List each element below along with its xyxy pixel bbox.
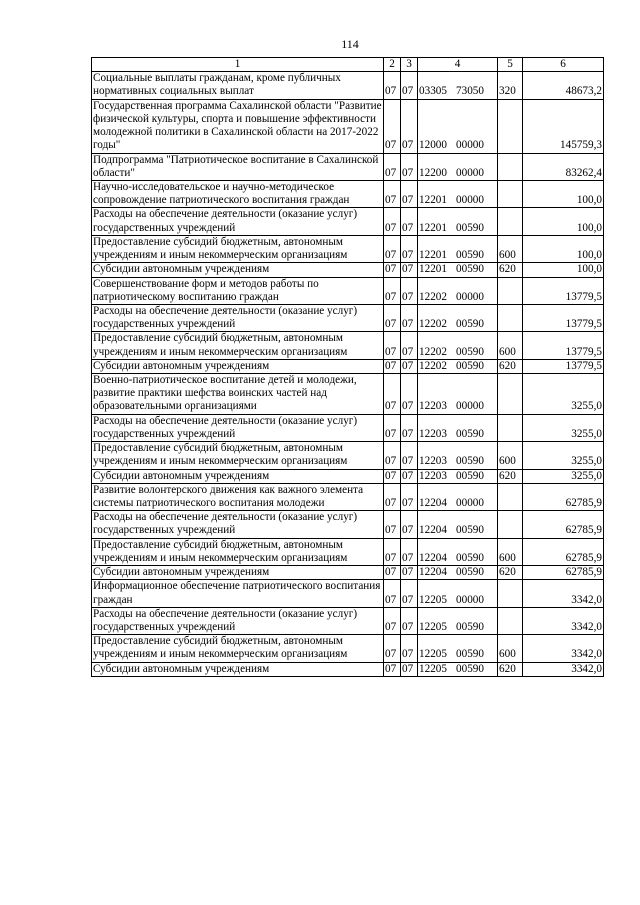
row-expense-kind [498,180,523,207]
target-code-program: 12202 [419,359,447,372]
target-code-direction: 00590 [456,359,484,372]
header-expense-kind: 5 [498,58,523,72]
row-section: 07 [384,662,401,676]
row-expense-kind [498,483,523,510]
row-target-code [418,263,498,277]
row-subsection: 07 [401,208,418,235]
row-target-code [418,635,498,662]
row-section: 07 [384,483,401,510]
row-amount: 62785,9 [523,538,604,565]
row-subsection: 07 [401,99,418,153]
target-code-direction: 73050 [456,85,484,98]
row-section: 07 [384,538,401,565]
target-code-program: 12205 [419,662,447,675]
header-target-code: 4 [418,58,498,72]
row-target-code [418,607,498,634]
row-section: 07 [384,235,401,262]
table-row [92,72,604,99]
row-section: 07 [384,511,401,538]
row-amount: 100,0 [523,263,604,277]
target-code-program: 12201 [419,221,447,234]
row-target-code [418,374,498,415]
target-code-program: 12202 [419,318,447,331]
table-row [92,332,604,359]
row-section: 07 [384,374,401,415]
table-row [92,566,604,580]
row-subsection: 07 [401,635,418,662]
row-subsection: 07 [401,442,418,469]
row-expense-kind: 600 [498,442,523,469]
header-section: 2 [384,58,401,72]
row-name: Научно-исследовательское и научно-методическое сопровождение патриотического воспитания граждан [92,180,384,207]
target-code-program: 12000 [419,139,447,152]
table-row [92,635,604,662]
row-section: 07 [384,359,401,373]
target-code-program: 12204 [419,497,447,509]
row-subsection: 07 [401,304,418,331]
row-name: Государственная программа Сахалинской области "Развитие физической культуры, спорта и повышение эффективности молодежной политики в Сахалинской области на 2017-2022 годы" [93,99,382,152]
row-name: Предоставление субсидий бюджетным, автономным учреждениям и иным некоммерческим организациям [92,635,384,662]
row-amount: 13779,5 [523,277,604,304]
row-target-code [418,511,498,538]
row-subsection: 07 [401,180,418,207]
row-expense-kind [498,511,523,538]
target-code-direction: 00590 [456,524,484,537]
target-code-direction: 00590 [456,620,484,633]
table-body [92,72,604,677]
row-amount: 48673,2 [523,72,604,99]
row-expense-kind: 600 [498,235,523,262]
row-subsection: 07 [401,153,418,180]
target-code-direction: 00590 [456,318,484,331]
target-code-program: 12201 [419,194,447,207]
table-row [92,580,604,607]
budget-table [91,57,604,677]
row-section: 07 [384,469,401,483]
row-section: 07 [384,332,401,359]
target-code-direction: 00000 [456,166,484,179]
row-amount: 62785,9 [523,566,604,580]
row-target-code [418,72,498,99]
row-target-code [418,566,498,580]
row-expense-kind [498,374,523,415]
row-subsection: 07 [401,580,418,607]
row-target-code [418,153,498,180]
row-amount: 83262,4 [523,153,604,180]
row-section: 07 [384,635,401,662]
row-amount: 3255,0 [523,374,604,415]
target-code-direction: 00000 [456,593,484,606]
target-code-program: 12205 [419,593,447,606]
row-expense-kind [498,304,523,331]
row-subsection: 07 [401,277,418,304]
row-name: Подпрограмма "Патриотическое воспитание в Сахалинской области" [92,153,384,180]
target-code-direction: 00000 [456,497,484,509]
row-subsection: 07 [401,483,418,510]
row-target-code [418,359,498,373]
target-code-program: 12203 [419,427,447,440]
target-code-program: 12202 [419,290,447,303]
row-section: 07 [384,180,401,207]
row-target-code [418,662,498,676]
row-name: Предоставление субсидий бюджетным, автономным учреждениям и иным некоммерческим организациям [92,442,384,469]
table-row [92,374,604,415]
row-expense-kind [498,99,523,153]
row-target-code [418,483,498,510]
row-subsection: 07 [401,511,418,538]
row-amount: 100,0 [523,235,604,262]
target-code-direction: 00590 [456,427,484,440]
row-target-code [418,99,498,153]
target-code-direction: 00590 [456,469,484,482]
row-name: Предоставление субсидий бюджетным, автономным учреждениям и иным некоммерческим организациям [92,235,384,262]
target-code-program: 12203 [419,455,447,468]
row-name: Совершенствование форм и методов работы по патриотическому воспитанию граждан [92,277,384,304]
target-code-direction: 00590 [456,221,484,234]
table-row [92,414,604,441]
table-row [92,469,604,483]
row-subsection: 07 [401,332,418,359]
row-target-code [418,277,498,304]
row-subsection: 07 [401,72,418,99]
target-code-direction: 00590 [456,455,484,468]
target-code-direction: 00590 [456,345,484,358]
row-section: 07 [384,580,401,607]
target-code-direction: 00590 [456,263,484,276]
row-name: Расходы на обеспечение деятельности (оказание услуг) государственных учреждений [92,414,384,441]
target-code-direction: 00590 [456,648,484,661]
row-section: 07 [384,607,401,634]
row-name: Расходы на обеспечение деятельности (оказание услуг) государственных учреждений [92,607,384,634]
row-amount: 3342,0 [523,662,604,676]
page-number: 114 [341,37,359,51]
row-amount: 100,0 [523,180,604,207]
row-name: Предоставление субсидий бюджетным, автономным учреждениям и иным некоммерческим организациям [92,332,384,359]
target-code-direction: 00590 [456,566,484,579]
row-target-code [418,538,498,565]
row-section: 07 [384,72,401,99]
table-row [92,607,604,634]
target-code-program: 12205 [419,648,447,661]
row-target-code [418,442,498,469]
row-amount: 13779,5 [523,359,604,373]
target-code-program: 12203 [419,469,447,482]
row-subsection: 07 [401,263,418,277]
header-name: 1 [92,58,384,72]
row-target-code [418,180,498,207]
table-row [92,153,604,180]
row-subsection: 07 [401,662,418,676]
row-expense-kind: 320 [498,72,523,99]
table-row [92,208,604,235]
target-code-program: 12205 [419,620,447,633]
row-expense-kind [498,414,523,441]
table-row [92,235,604,262]
row-expense-kind [498,580,523,607]
row-expense-kind: 600 [498,332,523,359]
target-code-program: 12201 [419,249,447,262]
row-name: Субсидии автономным учреждениям [92,566,384,580]
row-subsection: 07 [401,359,418,373]
row-name: Расходы на обеспечение деятельности (оказание услуг) государственных учреждений [92,208,384,235]
row-name: Субсидии автономным учреждениям [92,359,384,373]
table-row [92,180,604,207]
row-expense-kind: 620 [498,566,523,580]
table-row [92,263,604,277]
row-expense-kind: 600 [498,635,523,662]
row-name: Военно-патриотическое воспитание детей и молодежи, развитие практики шефства воинских частей над образовательными организациями [92,374,384,415]
row-expense-kind: 620 [498,469,523,483]
target-code-program: 12202 [419,345,447,358]
row-name: Субсидии автономным учреждениям [92,263,384,277]
row-amount: 3342,0 [523,580,604,607]
target-code-direction: 00590 [456,249,484,262]
target-code-program: 12204 [419,551,447,564]
row-name: Субсидии автономным учреждениям [92,469,384,483]
row-amount: 3255,0 [523,469,604,483]
row-target-code [418,332,498,359]
row-subsection: 07 [401,235,418,262]
table-row [92,99,604,153]
row-amount: 145759,3 [523,99,604,153]
target-code-direction: 00000 [456,194,484,207]
target-code-program: 12204 [419,524,447,537]
target-code-direction: 00590 [456,662,484,675]
row-name: Субсидии автономным учреждениям [92,662,384,676]
row-subsection: 07 [401,469,418,483]
row-target-code [418,208,498,235]
row-target-code [418,235,498,262]
row-subsection: 07 [401,538,418,565]
row-amount: 3255,0 [523,442,604,469]
row-subsection: 07 [401,374,418,415]
row-subsection: 07 [401,607,418,634]
target-code-direction: 00000 [456,400,484,413]
row-amount: 3342,0 [523,607,604,634]
row-section: 07 [384,99,401,153]
target-code-program: 12200 [419,166,447,179]
row-expense-kind [498,607,523,634]
row-amount: 13779,5 [523,304,604,331]
row-expense-kind: 620 [498,662,523,676]
table-row [92,442,604,469]
table-row [92,304,604,331]
row-expense-kind [498,277,523,304]
target-code-program: 12201 [419,263,447,276]
row-target-code [418,580,498,607]
table-row [92,277,604,304]
row-amount: 62785,9 [523,483,604,510]
target-code-direction: 00000 [456,290,484,303]
row-amount: 62785,9 [523,511,604,538]
row-amount: 13779,5 [523,332,604,359]
table-row [92,359,604,373]
row-target-code [418,469,498,483]
target-code-direction: 00590 [456,551,484,564]
row-section: 07 [384,208,401,235]
row-name: Социальные выплаты гражданам, кроме публичных нормативных социальных выплат [92,72,384,99]
row-amount: 3255,0 [523,414,604,441]
row-expense-kind: 620 [498,263,523,277]
target-code-program: 03305 [419,85,447,98]
row-name: Расходы на обеспечение деятельности (оказание услуг) государственных учреждений [92,304,384,331]
table-row [92,483,604,510]
row-amount: 3342,0 [523,635,604,662]
row-expense-kind: 600 [498,538,523,565]
row-section: 07 [384,304,401,331]
row-amount: 100,0 [523,208,604,235]
row-section: 07 [384,442,401,469]
row-expense-kind [498,153,523,180]
header-row [92,58,604,72]
table-row [92,662,604,676]
row-name: Развитие волонтерского движения как важного элемента системы патриотического воспитания молодежи [92,483,384,510]
row-section: 07 [384,263,401,277]
table-row [92,511,604,538]
row-subsection: 07 [401,566,418,580]
row-section: 07 [384,566,401,580]
header-subsection: 3 [401,58,418,72]
row-expense-kind [498,208,523,235]
row-target-code [418,414,498,441]
row-name: Предоставление субсидий бюджетным, автономным учреждениям и иным некоммерческим организациям [92,538,384,565]
row-expense-kind: 620 [498,359,523,373]
row-name: Расходы на обеспечение деятельности (оказание услуг) государственных учреждений [92,511,384,538]
table-row [92,538,604,565]
target-code-program: 12203 [419,400,447,413]
row-target-code [418,304,498,331]
header-amount: 6 [523,58,604,72]
row-section: 07 [384,414,401,441]
row-section: 07 [384,153,401,180]
target-code-direction: 00000 [456,139,484,152]
target-code-program: 12204 [419,566,447,579]
row-subsection: 07 [401,414,418,441]
row-section: 07 [384,277,401,304]
row-name: Информационное обеспечение патриотического воспитания граждан [92,580,384,607]
